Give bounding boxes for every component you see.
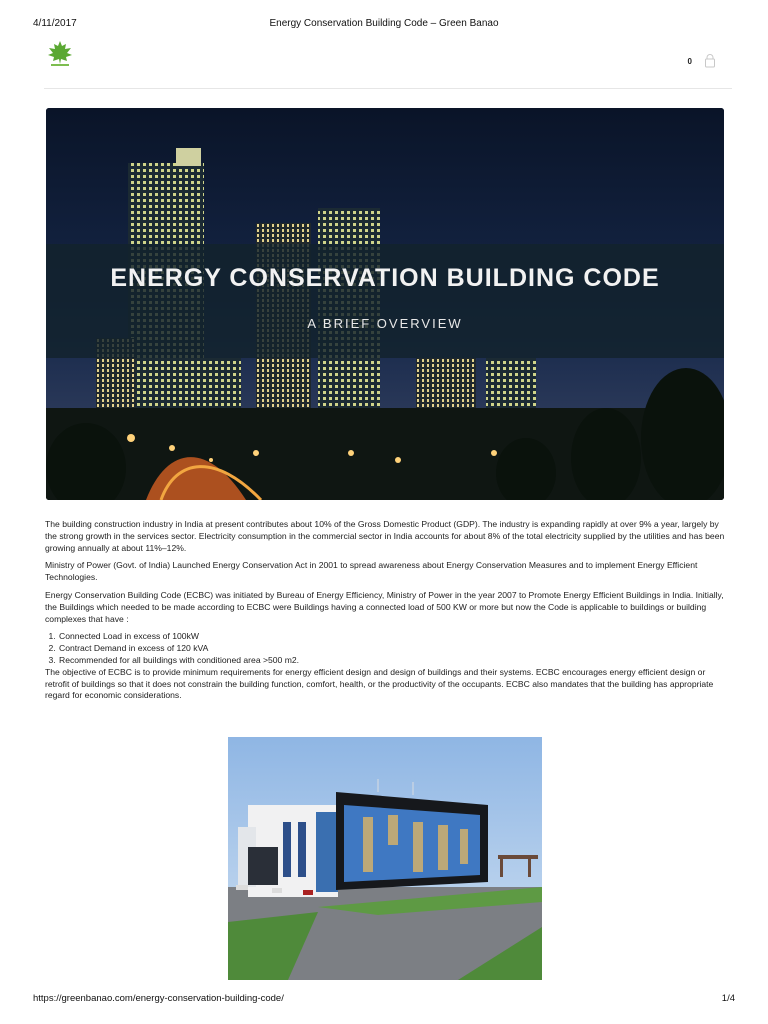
page-number: 1/4: [721, 993, 735, 1004]
applicability-list: [45, 631, 725, 666]
site-header: [44, 40, 732, 89]
cart-count[interactable]: 0: [687, 57, 692, 66]
article-paragraph-2: Ministry of Power (Govt. of India) Launched Energy Conservation Act in 2001 to spread awareness about Energy Conservation Measures and to implement Energy Efficient Technologies.: [45, 560, 698, 583]
print-footer: [33, 993, 735, 1007]
article-paragraph-4: The objective of ECBC is to provide minimum requirements for energy efficient design and design of buildings and their systems. ECBC encourages energy efficient design or retrofit of buildings so that it does not constrain the building function, comfort, health, or the productivity of the occupants. ECBC also mandates that the building has appropriate regard for economic considerations.: [45, 666, 714, 701]
article-paragraph-1: The building construction industry in India at present contributes about 10% of the Gross Domestic Product (GDP). The industry is expanding rapidly at over 9% a year, largely by the strong growth in the services sector. Electricity consumption in the commercial sector in India accounts for about 8% of the total electricity supplied by the utilities and has been growing annually at about 11%–12%.: [45, 519, 725, 553]
list-item: 3. Recommended for all buildings with conditioned area >500 m2.: [58, 655, 725, 667]
hero-subtitle: A BRIEF OVERVIEW: [307, 316, 463, 331]
hero-image: [46, 108, 724, 500]
print-url: https://greenbanao.com/energy-conservation-building-code/: [33, 993, 284, 1004]
print-title: Energy Conservation Building Code – Green Banao: [269, 18, 499, 29]
print-date: 4/11/2017: [33, 18, 77, 29]
list-item: 1. Connected Load in excess of 100kW: [58, 631, 725, 643]
building-illustration: [228, 737, 542, 980]
site-logo[interactable]: [47, 40, 73, 68]
print-header: [33, 18, 735, 32]
article-body: [45, 519, 725, 708]
article-paragraph-3: Energy Conservation Building Code (ECBC) was initiated by Bureau of Energy Efficiency, Ministry of Power in the year 2007 to Promote Energy Efficient Buildings in India. Initially, the Buildings which needed to be made according to ECBC were Buildings having a connected load of 500 KW or more but now the Code is applicable to buildings or building complexes that have :: [45, 589, 724, 624]
shopping-bag-icon[interactable]: [704, 54, 716, 68]
hero-title-band: [46, 244, 724, 358]
hero-title: ENERGY CONSERVATION BUILDING CODE: [110, 264, 660, 292]
list-item: 2. Contract Demand in excess of 120 kVA: [58, 643, 725, 655]
building-rendering-image: [228, 737, 542, 980]
leaf-logo-icon: [47, 40, 73, 68]
